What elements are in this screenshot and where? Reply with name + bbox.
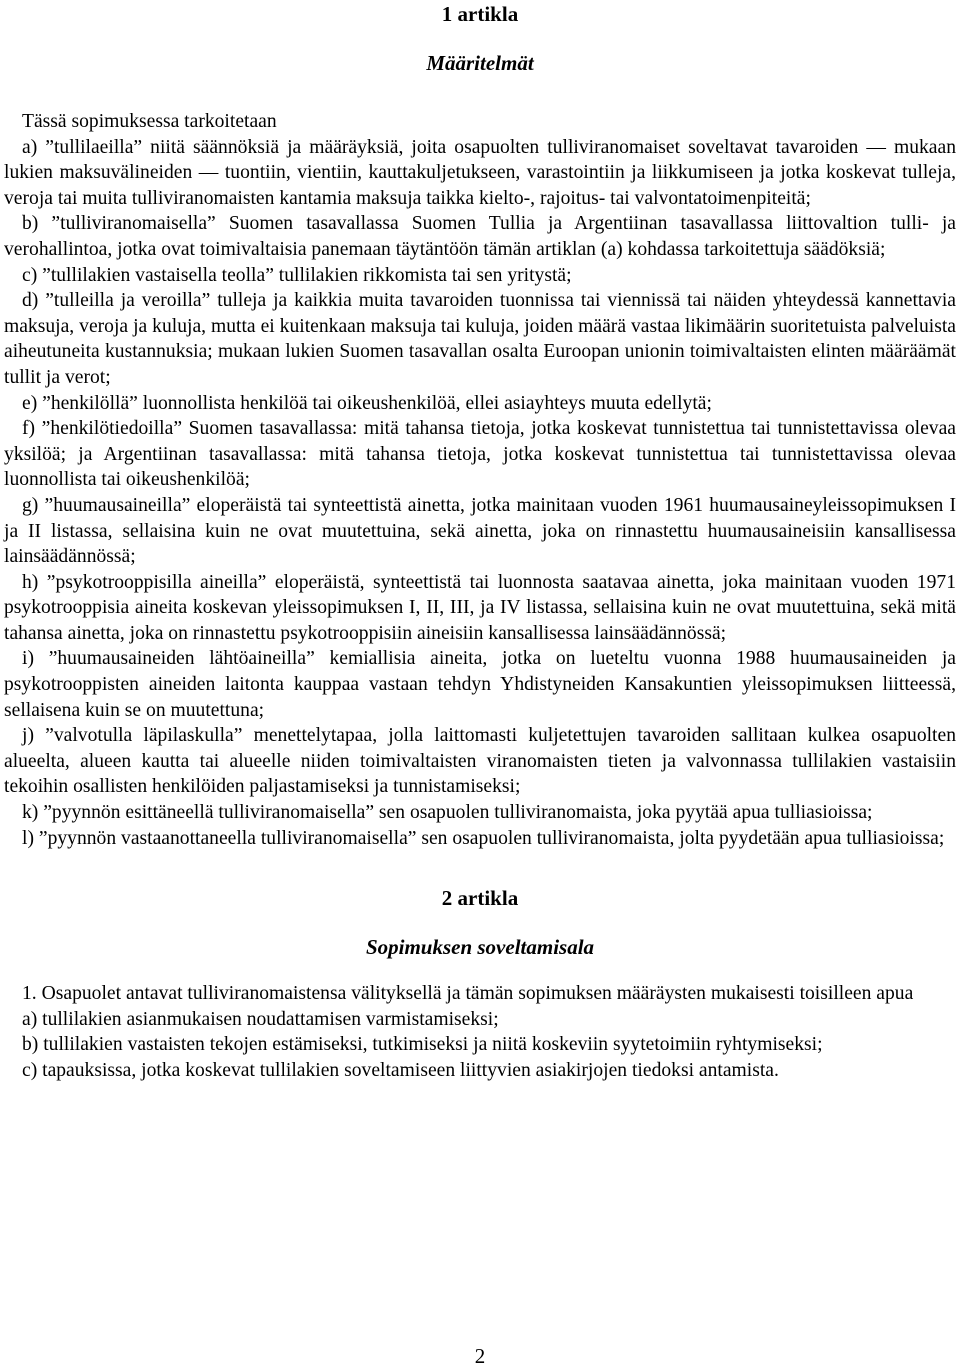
definition-b: b) ”tulliviranomaisella” Suomen tasavallassa Suomen Tullia ja Argentiinan tasavallassa liittovaltion tulli- ja verohallintoa, jotka ovat toimivaltaisia panemaan täytäntöön tämän artiklan (a) kohdassa tarkoitettuja säädöksiä;	[4, 213, 956, 260]
definition-d: d) ”tulleilla ja veroilla” tulleja ja kaikkia muita tavaroiden tuonnissa tai viennissä tai näiden yhteydessä kannettavia maksuja, veroja ja kuluja, mutta ei kuitenkaan maksuja tai kuluja, joiden määrä vastaa likimäärin suoritetuista palveluista aiheutuneita kustannuksia; mukaan lukien Suomen tasavallan osalta Euroopan unionin toimivaltaisten elinten määräämät tullit ja verot;	[4, 290, 956, 388]
scope-item-c: c) tapauksissa, jotka koskevat tullilakien soveltamiseen liittyvien asiakirjojen tiedoksi antamista.	[22, 1060, 779, 1081]
definition-f: f) ”henkilötiedoilla” Suomen tasavallassa: mitä tahansa tietoja, jotka koskevat tunnistettua tai tunnistettavissa olevaa yksilöä; ja Argentiinan tasavallassa: mitä tahansa tietoja, jotka koskevat tunnistettua tai tunnistettavissa olevaa luonnollista tai oikeushenkilöä;	[4, 418, 956, 491]
definition-i: i) ”huumausaineiden lähtöaineilla” kemiallisia aineita, jotka on lueteltu vuonna 1988 huumausaineiden ja psykotrooppisten aineiden laitonta kauppaa vastaan tehdyn Yhdistyneiden Kansakuntien yleissopimuksen liitteessä, sellaisena kuin se on muutettuna;	[4, 648, 956, 721]
article-2-subtitle: Sopimuksen soveltamisala	[365, 935, 595, 960]
article-2-body	[4, 981, 956, 1083]
definition-e: e) ”henkilöllä” luonnollista henkilöä tai oikeushenkilöä, ellei asiayhteys muuta edellytä;	[22, 392, 712, 414]
scope-item-a: a) tullilakien asianmukaisen noudattamisen varmistamiseksi;	[22, 1008, 499, 1030]
page-number: 2	[474, 1344, 486, 1368]
definition-k: k) ”pyynnön esittäneellä tulliviranomaisella” sen osapuolen tulliviranomaista, joka pyytää apua tulliasioissa;	[22, 802, 873, 824]
definition-j: j) ”valvotulla läpilaskulla” menettelytapaa, jolla laittomasti kuljetettujen tavaroiden sallitaan kulkea osapuolten alueelta, alueen kautta tai alueelle niiden toimivaltaisten viranomaisten tieten ja valvonnassa tullilakien vastaisiin tekoihin osallisten henkilöiden paljastamiseksi ja tunnistamiseksi;	[4, 725, 956, 798]
scope-paragraph-1: 1. Osapuolet antavat tulliviranomaistensa välityksellä ja tämän sopimuksen määräysten mukaisesti toisilleen apua	[22, 983, 914, 1005]
definition-c: c) ”tullilakien vastaisella teolla” tullilakien rikkomista tai sen yritystä;	[22, 264, 572, 286]
definition-l: l) ”pyynnön vastaanottaneella tulliviranomaisella” sen osapuolen tulliviranomaista, jolta pyydetään apua tulliasioissa;	[22, 827, 945, 849]
definition-h: h) ”psykotrooppisilla aineilla” eloperäistä, synteettistä tai luonnosta saatavaa ainetta, joka mainitaan vuoden 1971 psykotrooppisia aineita koskevan yleissopimuksen I, II, III, ja IV listassa, sellaisina kuin ne ovat muutettuina, sekä mitä tahansa ainetta, joka on rinnastettu psykotrooppisiin aineisiin kansallisessa lainsäädännössä;	[4, 571, 956, 644]
document-page	[4, 0, 956, 1084]
scope-item-b: b) tullilakien vastaisten tekojen estämiseksi, tutkimiseksi ja niitä koskeviin syytetoimiin ryhtymiseksi;	[22, 1034, 823, 1056]
article-1-subtitle: Määritelmät	[426, 51, 534, 75]
definition-g: g) ”huumausaineilla” eloperäistä tai synteettistä ainetta, jotka mainitaan vuoden 1961 huumausaineyleissopimuksen I ja II listassa, sellaisina kuin ne ovat muutettuina, sekä ainetta, joka on rinnastettu huumausaineisiin kansallisessa lainsäädännössä;	[4, 494, 956, 568]
article-1-body	[4, 109, 956, 851]
definition-a: a) ”tullilaeilla” niitä säännöksiä ja määräyksiä, joita osapuolten tulliviranomaiset soveltavat tavaroiden — mukaan lukien maksuvälineiden — tuontiin, vientiin, kauttakuljetukseen, varastointiin ja liikkumiseen ja jotka koskevat tulleja, veroja tai muita tulliviranomaisten kantamia maksuja taikka kielto-, rajoitus- tai valvontatoimenpiteitä;	[4, 136, 956, 209]
article-1-intro: Tässä sopimuksessa tarkoitetaan	[22, 111, 277, 132]
article-2-title: 2 artikla	[441, 886, 519, 911]
article-1-title: 1 artikla	[441, 2, 519, 26]
